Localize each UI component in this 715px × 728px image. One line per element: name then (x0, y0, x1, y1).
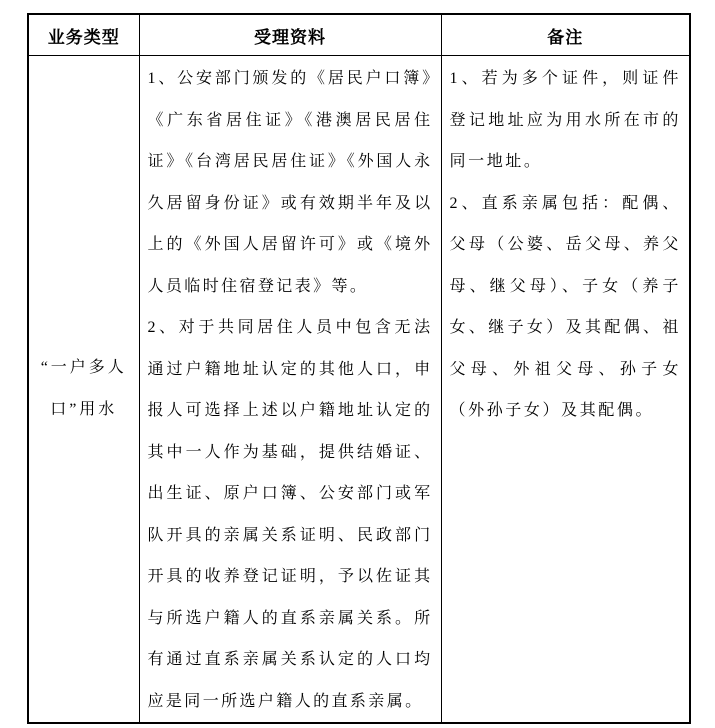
header-business-type: 业务类型 (28, 14, 139, 56)
materials-paragraph-2: 2、对于共同居住人员中包含无法通过户籍地址认定的其他人口，申报人可选择上述以户籍地址认定的其中一人作为基础，提供结婚证、出生证、原户口簿、公安部门或军队开具的亲属关系证明、民政部门开具的收养登记证明，予以佐证其与所选户籍人的直系亲属关系。所有通过直系亲属关系认定的人口均应是同一所选户籍人的直系亲属。 (147, 319, 433, 710)
cell-remarks (441, 56, 690, 724)
remarks-paragraph-1: 1、若为多个证件，则证件登记地址应为用水所在市的同一地址。 (449, 70, 681, 170)
cell-materials (139, 56, 441, 724)
materials-paragraph-1: 1、公安部门颁发的《居民户口簿》《广东省居住证》《港澳居民居住证》《台湾居民居住证》《外国人永久居留身份证》或有效期半年及以上的《外国人居留许可》或《境外人员临时住宿登记表》等。 (147, 70, 433, 295)
header-materials: 受理资料 (139, 14, 441, 56)
remarks-paragraph-2: 2、直系亲属包括：配偶、父母（公婆、岳父母、养父母、继父母）、子女（养子女、继子女）及其配偶、祖父母、外祖父母、孙子女（外孙子女）及其配偶。 (449, 194, 681, 419)
business-type-line1: “一户多人 (40, 359, 127, 376)
business-type-line2: 口”用水 (50, 401, 118, 418)
header-remarks: 备注 (441, 14, 690, 56)
cell-business-type (28, 56, 139, 724)
header-row (28, 14, 690, 56)
water-service-table (27, 13, 691, 724)
table-row (28, 56, 690, 724)
